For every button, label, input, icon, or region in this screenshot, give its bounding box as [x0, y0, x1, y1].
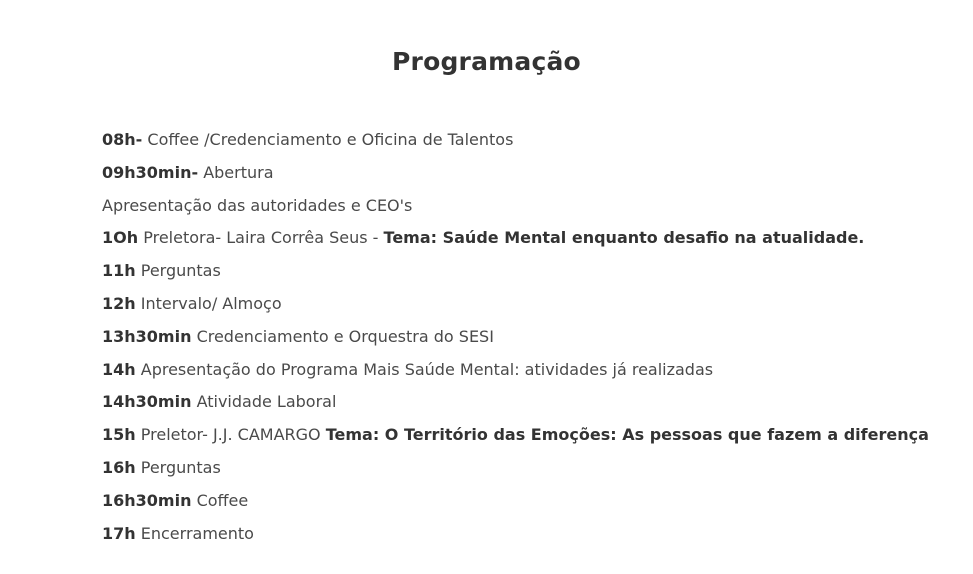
- schedule-time: 16h30min: [102, 490, 192, 510]
- schedule-description: Apresentação do Programa Mais Saúde Mental: atividades já realizadas: [140, 359, 714, 379]
- schedule-description: Perguntas: [140, 457, 221, 477]
- schedule-time: 12h: [102, 293, 136, 313]
- schedule-description: Perguntas: [140, 261, 221, 281]
- schedule-item: [102, 157, 942, 190]
- schedule-time: 14h30min: [102, 392, 192, 412]
- schedule-item: [102, 354, 942, 387]
- schedule-description: Credenciamento e Orquestra do SESI: [196, 326, 494, 346]
- schedule-item: [102, 485, 942, 518]
- schedule-item: [102, 255, 942, 288]
- schedule-time: 1Oh: [102, 228, 139, 248]
- schedule-topic: Tema: Saúde Mental enquanto desafio na atualidade.: [383, 228, 865, 248]
- schedule-description: Coffee /Credenciamento e Oficina de Talentos: [147, 130, 514, 149]
- schedule-time: 11h: [102, 261, 136, 281]
- page-title: Programação: [392, 47, 581, 76]
- schedule-time: 08h-: [102, 130, 143, 149]
- schedule-item: [102, 321, 942, 354]
- schedule-time: 16h: [102, 457, 136, 477]
- schedule-description: Preletor- J.J. CAMARGO: [140, 425, 321, 445]
- schedule-time: 13h30min: [102, 326, 192, 346]
- schedule-item: [102, 124, 942, 157]
- schedule-description: Atividade Laboral: [196, 392, 337, 412]
- schedule-time: 17h: [102, 523, 136, 543]
- schedule-list: [102, 124, 942, 550]
- schedule-description: Apresentação das autoridades e CEO's: [102, 195, 413, 215]
- schedule-item: [102, 386, 942, 419]
- schedule-item: [102, 288, 942, 321]
- schedule-description: Intervalo/ Almoço: [140, 293, 282, 313]
- schedule-description: Abertura: [203, 162, 274, 182]
- schedule-item: [102, 518, 942, 551]
- schedule-item: [102, 222, 942, 255]
- schedule-description: Coffee: [196, 490, 249, 510]
- schedule-time: 14h: [102, 359, 136, 379]
- schedule-item: [102, 419, 942, 452]
- schedule-topic: Tema: O Território das Emoções: As pessoas que fazem a diferença: [325, 425, 929, 445]
- schedule-description: Encerramento: [140, 523, 254, 543]
- schedule-time: 15h: [102, 425, 136, 445]
- schedule-description: Preletora- Laira Corrêa Seus -: [143, 228, 379, 248]
- schedule-item: [102, 452, 942, 485]
- schedule-time: 09h30min-: [102, 162, 199, 182]
- schedule-item: [102, 190, 942, 223]
